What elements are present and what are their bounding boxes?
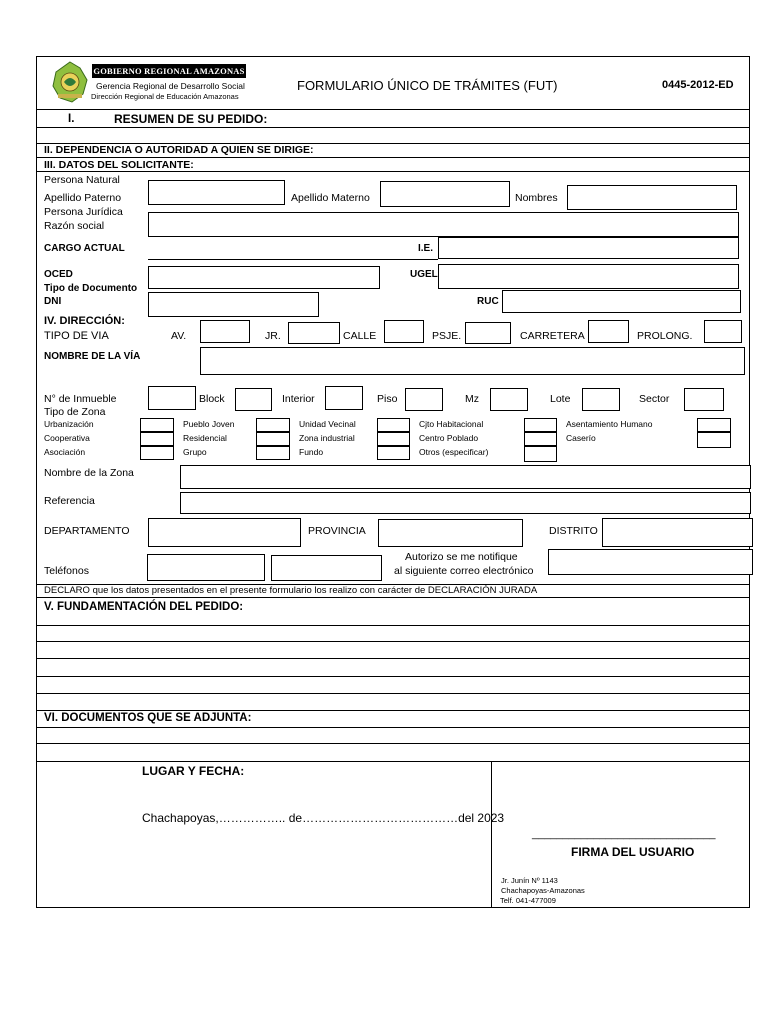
label-sector: Sector: [639, 393, 670, 405]
apellido-paterno-field[interactable]: [148, 180, 285, 205]
departamento-field[interactable]: [148, 518, 301, 547]
documentos-line-1[interactable]: [36, 727, 750, 728]
via-calle-box[interactable]: [384, 320, 424, 343]
nombres-field[interactable]: [567, 185, 737, 210]
zone-caserio-check[interactable]: [697, 432, 731, 448]
zone-grupo-check[interactable]: [256, 446, 290, 460]
fundamentacion-line-3[interactable]: [36, 658, 750, 659]
section-2-title: II. DEPENDENCIA O AUTORIDAD A QUIEN SE DIRIGE:: [44, 144, 314, 156]
divider: [36, 171, 750, 172]
divider: [36, 109, 750, 110]
zone-urbanizacion-check[interactable]: [140, 418, 174, 432]
label-persona-juridica: Persona Jurídica: [44, 206, 123, 218]
documentos-line-2[interactable]: [36, 743, 750, 744]
oced-field[interactable]: [148, 266, 380, 289]
zone-centro-poblado: Centro Poblado: [419, 433, 479, 443]
label-razon-social: Razón social: [44, 220, 105, 232]
form-top-border: [36, 56, 750, 57]
label-piso: Piso: [377, 393, 398, 405]
apellido-materno-field[interactable]: [380, 181, 510, 207]
org-line-2: Dirección Regional de Educación Amazonas: [91, 92, 239, 101]
lote-box[interactable]: [582, 388, 620, 411]
zone-cooperativa-check[interactable]: [140, 432, 174, 446]
via-jr-box[interactable]: [288, 322, 340, 344]
divider: [36, 761, 750, 762]
label-oced: OCED: [44, 269, 73, 280]
nombre-via-field[interactable]: [200, 347, 745, 375]
zone-fundo-check[interactable]: [377, 446, 410, 460]
footer-address-1: Jr. Junín Nº 1143: [501, 876, 558, 885]
interior-box[interactable]: [325, 386, 363, 410]
label-mz: Mz: [465, 393, 479, 405]
via-carretera-box[interactable]: [588, 320, 629, 343]
via-jr-label: JR.: [265, 330, 281, 342]
org-line-1: Gerencia Regional de Desarrollo Social: [96, 81, 245, 91]
label-ruc: RUC: [477, 296, 499, 307]
signature-line[interactable]: ______________________________: [532, 828, 716, 840]
label-cargo-actual: CARGO ACTUAL: [44, 243, 125, 254]
zone-pueblo-joven: Pueblo Joven: [183, 419, 235, 429]
via-prolong-label: PROLONG.: [637, 330, 693, 342]
zone-unidad-vecinal: Unidad Vecinal: [299, 419, 356, 429]
ruc-field[interactable]: [502, 290, 741, 313]
telefono-1-field[interactable]: [147, 554, 265, 581]
section-5-title: V. FUNDAMENTACIÓN DEL PEDIDO:: [44, 601, 244, 613]
provincia-field[interactable]: [378, 519, 523, 547]
telefono-2-field[interactable]: [271, 555, 382, 581]
date-line[interactable]: Chachapoyas,…………….. de…………………………………del 2023: [142, 811, 505, 825]
label-apellido-materno: Apellido Materno: [291, 192, 370, 204]
zone-cjto-habitacional: Cjto Habitacional: [419, 419, 484, 429]
label-referencia: Referencia: [44, 495, 95, 507]
cargo-actual-underline: [148, 259, 438, 260]
numero-inmueble-box[interactable]: [148, 386, 196, 410]
label-tipo-zona: Tipo de Zona: [44, 406, 106, 418]
via-calle-label: CALLE: [343, 330, 377, 342]
zone-residencial: Residencial: [183, 433, 227, 443]
label-interior: Interior: [282, 393, 315, 405]
label-tipo-via: TIPO DE VIA: [44, 330, 109, 342]
regional-crest-icon: [50, 60, 90, 104]
mz-box[interactable]: [490, 388, 528, 411]
zone-zona-industrial-check[interactable]: [377, 432, 410, 446]
zone-grupo: Grupo: [183, 447, 207, 457]
zone-asociacion-check[interactable]: [140, 446, 174, 460]
divider: [36, 157, 750, 158]
block-box[interactable]: [235, 388, 272, 411]
label-provincia: PROVINCIA: [308, 525, 366, 537]
dni-field[interactable]: [148, 292, 319, 317]
label-nombre-via: NOMBRE DE LA VÍA: [44, 351, 141, 362]
zone-cjto-habitacional-check[interactable]: [524, 418, 557, 432]
via-psje-box[interactable]: [465, 322, 511, 344]
zone-asentamiento-humano: Asentamiento Humano: [566, 419, 653, 429]
zone-urbanizacion: Urbanización: [44, 419, 94, 429]
label-lugar-fecha: LUGAR Y FECHA:: [142, 764, 245, 778]
resumen-input[interactable]: [37, 128, 749, 143]
label-autorizo-2: al siguiente correo electrónico: [394, 565, 534, 577]
zone-asentamiento-humano-check[interactable]: [697, 418, 731, 432]
form-code: 0445-2012-ED: [662, 79, 734, 91]
form-bottom-border: [36, 907, 750, 908]
form-left-border: [36, 56, 37, 908]
zone-caserio: Caserío: [566, 433, 596, 443]
zone-otros: Otros (especificar): [419, 447, 489, 457]
via-psje-label: PSJE.: [432, 330, 462, 342]
fundamentacion-line-1[interactable]: [36, 625, 750, 626]
section-6-title: VI. DOCUMENTOS QUE SE ADJUNTA:: [44, 712, 252, 724]
zone-residencial-check[interactable]: [256, 432, 290, 446]
divider: [36, 597, 750, 598]
ie-field[interactable]: [438, 237, 739, 259]
label-telefonos: Teléfonos: [44, 565, 89, 577]
fundamentacion-line-2[interactable]: [36, 641, 750, 642]
label-persona-natural: Persona Natural: [44, 174, 120, 186]
label-nombres: Nombres: [515, 192, 558, 204]
zone-unidad-vecinal-check[interactable]: [377, 418, 410, 432]
section-4-title: IV. DIRECCIÓN:: [44, 315, 125, 327]
footer-divider: [491, 761, 492, 908]
zone-cooperativa: Cooperativa: [44, 433, 90, 443]
divider: [36, 710, 750, 711]
firma-label: FIRMA DEL USUARIO: [571, 845, 695, 859]
label-ie: I.E.: [418, 243, 434, 254]
razon-social-field[interactable]: [148, 212, 739, 237]
label-ugel: UGEL: [410, 269, 438, 280]
distrito-field[interactable]: [602, 518, 753, 547]
section-1-number: I.: [68, 113, 75, 125]
zone-asociacion: Asociación: [44, 447, 86, 457]
label-autorizo-1: Autorizo se me notifique: [405, 551, 518, 563]
zone-otros-check[interactable]: [524, 446, 557, 462]
zone-zona-industrial: Zona industrial: [299, 433, 355, 443]
label-block: Block: [199, 393, 225, 405]
via-prolong-box[interactable]: [704, 320, 742, 343]
label-nombre-zona: Nombre de la Zona: [44, 467, 134, 479]
zone-centro-poblado-check[interactable]: [524, 432, 557, 446]
correo-field[interactable]: [548, 549, 753, 575]
label-lote: Lote: [550, 393, 571, 405]
via-av-box[interactable]: [200, 320, 250, 343]
section-3-title: III. DATOS DEL SOLICITANTE:: [44, 159, 194, 171]
footer-phone: Telf. 041-477009: [500, 896, 556, 905]
label-dni: DNI: [44, 296, 62, 307]
label-numero-inmueble: N° de Inmueble: [44, 393, 117, 405]
page-title: FORMULARIO ÚNICO DE TRÁMITES (FUT): [297, 78, 558, 93]
via-carretera-label: CARRETERA: [520, 330, 585, 342]
zone-pueblo-joven-check[interactable]: [256, 418, 290, 432]
fundamentacion-line-5[interactable]: [36, 693, 750, 694]
declaracion-jurada-text: DECLARO que los datos presentados en el presente formulario los realizo con carácter de DECLARACIÓN JURADA: [44, 585, 538, 596]
sector-box[interactable]: [684, 388, 724, 411]
piso-box[interactable]: [405, 388, 443, 411]
ugel-field[interactable]: [438, 264, 739, 289]
org-banner: GOBIERNO REGIONAL AMAZONAS: [93, 66, 245, 76]
nombre-zona-field[interactable]: [180, 465, 751, 489]
via-av-label: AV.: [171, 330, 187, 342]
footer-address-2: Chachapoyas-Amazonas: [501, 886, 585, 895]
label-departamento: DEPARTAMENTO: [44, 525, 130, 537]
label-tipo-documento: Tipo de Documento: [44, 283, 138, 294]
fundamentacion-line-4[interactable]: [36, 676, 750, 677]
section-1-title: RESUMEN DE SU PEDIDO:: [114, 112, 268, 126]
label-distrito: DISTRITO: [549, 525, 598, 537]
label-apellido-paterno: Apellido Paterno: [44, 192, 122, 204]
zone-fundo: Fundo: [299, 447, 324, 457]
referencia-field[interactable]: [180, 492, 751, 514]
